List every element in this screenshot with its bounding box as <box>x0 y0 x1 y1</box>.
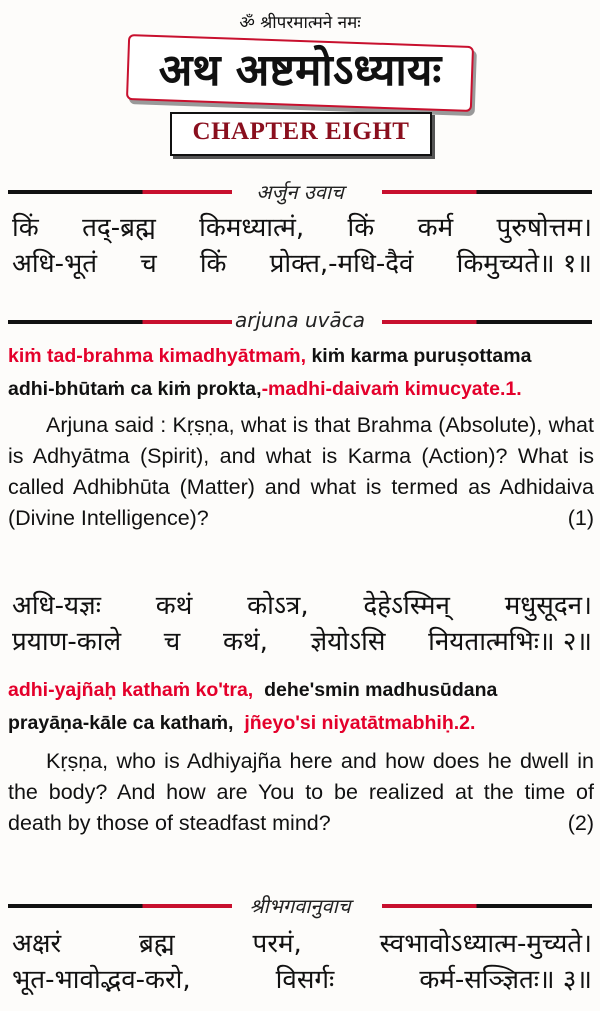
word: मधुसूदन। <box>504 591 592 621</box>
word: च <box>163 627 181 657</box>
divider-line <box>382 320 592 324</box>
divider-bhagavan <box>8 890 592 920</box>
translit-black: dehe'smin madhusūdana <box>264 679 498 701</box>
verse-1-transliteration <box>8 340 596 406</box>
divider-arjuna-deva <box>8 176 592 206</box>
divider-line <box>382 190 592 194</box>
translit-black: kiṁ karma puruṣottama <box>311 345 532 367</box>
translit-line <box>8 707 596 740</box>
translit-black: adhi-bhūtaṁ ca kiṁ prokta, <box>8 378 262 400</box>
word: तद्-ब्रह्म <box>82 213 156 243</box>
divider-line <box>382 904 592 908</box>
verse-line <box>12 246 592 282</box>
verse-2-translation <box>8 746 594 839</box>
verse-number: (2) <box>567 811 594 835</box>
chapter-title-sanskrit: अथ अष्टमोऽध्यायः <box>158 45 442 96</box>
word: किमुच्यते॥ १॥ <box>456 249 592 279</box>
word: कर्म <box>417 213 454 243</box>
word: कथं <box>155 591 193 621</box>
word: पुरुषोत्तम। <box>496 213 592 243</box>
speaker-label: अर्जुन उवाच <box>256 180 344 204</box>
word: कर्म-सञ्ज्ञितः॥ ३॥ <box>419 965 592 995</box>
translit-red: adhi-yajñaḥ kathaṁ ko'tra, <box>8 679 254 701</box>
verse-2-transliteration <box>8 674 596 740</box>
word: अधि-भूतं <box>12 249 98 279</box>
word: देहेऽस्मिन् <box>363 591 450 621</box>
verse-3-sanskrit <box>12 926 592 998</box>
translit-red: jñeyo'si niyatātmabhiḥ.2. <box>244 712 476 734</box>
chapter-title-english: CHAPTER EIGHT <box>192 118 410 145</box>
divider-arjuna-roman <box>8 306 592 336</box>
verse-1-sanskrit <box>12 210 592 282</box>
word: भूत-भावोद्भव-करो, <box>12 965 191 995</box>
verse-number: (1) <box>567 506 594 530</box>
word: किं <box>199 249 227 279</box>
translit-line <box>8 340 596 373</box>
word: किं <box>12 213 39 243</box>
word: कोऽत्र, <box>247 591 309 621</box>
translit-line <box>8 373 596 406</box>
verse-line <box>12 588 592 624</box>
translation-text: Kṛṣṇa, who is Adhiyajña here and how does he dwell in the body? And how are You to be realized at the time of death by those of steadfast mind? <box>8 749 594 835</box>
word: ब्रह्म <box>139 929 175 959</box>
word: प्रोक्त,-मधि-दैवं <box>269 249 414 279</box>
translation-text: Arjuna said : Kṛṣṇa, what is that Brahma (Absolute), what is Adhyātma (Spirit), and what is Karma (Action)? What is called Adhibhūta (Matter) and what is termed as Adhidaiva (Divine Intelligence)? <box>8 413 594 530</box>
word: किं <box>347 213 375 243</box>
translit-line <box>8 674 596 707</box>
verse-line <box>12 962 592 998</box>
translit-black: prayāṇa-kāle ca kathaṁ, <box>8 712 234 734</box>
word: किमध्यात्मं, <box>199 213 305 243</box>
word: नियतात्मभिः॥ २॥ <box>428 627 592 657</box>
verse-line <box>12 926 592 962</box>
translit-red: -madhi-daivaṁ kimucyate.1. <box>261 378 522 400</box>
word: परमं, <box>252 929 302 959</box>
speaker-label: arjuna uvāca <box>234 308 366 332</box>
verse-line <box>12 210 592 246</box>
word: प्रयाण-काले <box>12 627 122 657</box>
invocation: ॐ श्रीपरमात्मने नमः <box>239 13 361 33</box>
word: च <box>140 249 157 279</box>
translit-red: kiṁ tad-brahma kimadhyātmaṁ, <box>8 345 307 367</box>
word: ज्ञेयोऽसि <box>310 627 386 657</box>
speaker-label: श्रीभगवानुवाच <box>249 894 351 918</box>
word: विसर्गः <box>275 965 335 995</box>
word: अधि-यज्ञः <box>12 591 101 621</box>
verse-2-sanskrit <box>12 588 592 660</box>
word: स्वभावोऽध्यात्म-मुच्यते। <box>379 929 592 959</box>
verse-1-translation <box>8 410 594 534</box>
verse-line <box>12 624 592 660</box>
word: कथं, <box>222 627 268 657</box>
word: अक्षरं <box>12 929 62 959</box>
